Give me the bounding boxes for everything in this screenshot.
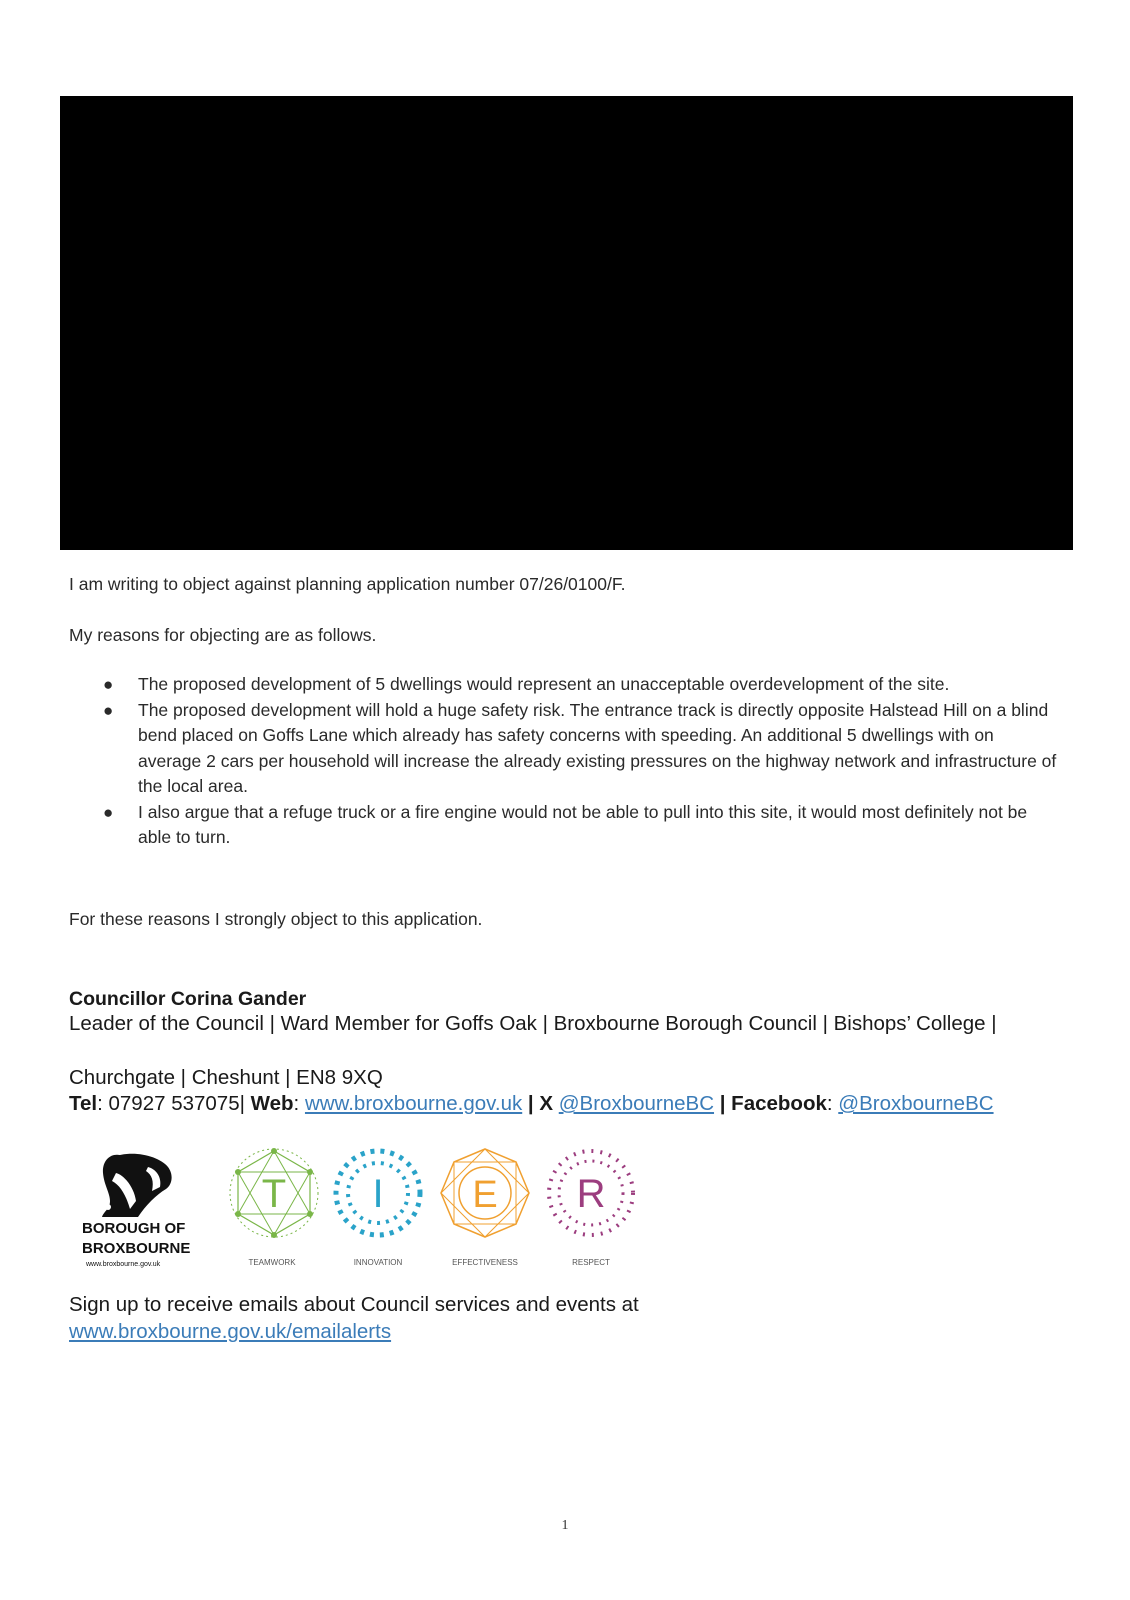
separator: |	[714, 1092, 732, 1115]
innovation-label: INNOVATION	[353, 1258, 403, 1267]
redacted-block	[60, 96, 1073, 550]
letter-intro: I am writing to object against planning application number 07/26/0100/F.	[69, 574, 626, 594]
list-item	[69, 800, 1059, 851]
borough-line1: BOROUGH OF	[82, 1220, 186, 1237]
tel-number: : 07927 537075|	[97, 1092, 245, 1115]
effectiveness-letter: E	[472, 1174, 498, 1216]
web-sep: :	[293, 1092, 300, 1115]
reason-text: I also argue that a refuge truck or a fire engine would not be able to pull into this site, it would most definitely not be able to turn.	[138, 801, 1028, 847]
reason-text: The proposed development will hold a huge safety risk. The entrance track is directly opposite Halstead Hill on a blind bend placed on Goffs Lane which already has safety concerns with speeding. An additional 5 dwellings with on average 2 cars per household will increase the already existing pressures on the highway network and infrastructure of the local area.	[138, 699, 1057, 796]
page-number: 1	[561, 1518, 569, 1533]
tel-label: Tel	[69, 1092, 98, 1115]
letter-closing: For these reasons I strongly object to this application.	[69, 909, 483, 929]
signatory-address: Churchgate | Cheshunt | EN8 9XQ	[69, 1066, 383, 1089]
facebook-handle-link[interactable]: @BroxbourneBC	[838, 1092, 994, 1115]
contact-line	[69, 1091, 1069, 1118]
list-item	[69, 698, 1059, 800]
teamwork-emblem	[230, 1148, 318, 1238]
separator: |	[522, 1092, 540, 1115]
bullet-icon: ●	[103, 675, 114, 694]
x-label: X	[539, 1092, 554, 1115]
reason-text: The proposed development of 5 dwellings would represent an unacceptable overdevelopment of the site.	[138, 674, 950, 694]
facebook-sep: :	[826, 1092, 833, 1115]
reasons-intro: My reasons for objecting are as follows.	[69, 625, 377, 645]
innovation-letter: I	[372, 1172, 384, 1216]
effectiveness-label: EFFECTIVENESS	[452, 1258, 518, 1267]
respect-label: RESPECT	[572, 1258, 610, 1267]
signup-block	[69, 1292, 829, 1345]
bullet-icon: ●	[103, 700, 114, 720]
x-handle-link[interactable]: @BroxbourneBC	[558, 1092, 715, 1115]
signatory-role: Leader of the Council | Ward Member for Goffs Oak | Broxbourne Borough Council | Bishops’ College |	[69, 1012, 997, 1035]
reasons-list	[69, 672, 1059, 851]
council-logo-strip	[76, 1145, 662, 1280]
web-link[interactable]: www.broxbourne.gov.uk	[304, 1092, 523, 1115]
email-alerts-link[interactable]: www.broxbourne.gov.uk/emailalerts	[69, 1319, 392, 1343]
innovation-emblem	[336, 1151, 420, 1235]
bullet-icon: ●	[103, 802, 114, 822]
facebook-label: Facebook	[731, 1092, 827, 1115]
respect-emblem	[549, 1151, 633, 1235]
list-item	[69, 672, 1059, 698]
effectiveness-emblem	[441, 1149, 529, 1237]
teamwork-label: TEAMWORK	[248, 1258, 296, 1267]
signatory-name: Councillor Corina Gander	[69, 988, 307, 1010]
respect-letter: R	[576, 1172, 606, 1216]
web-label: Web	[250, 1092, 294, 1115]
teamwork-letter: T	[261, 1172, 287, 1216]
badger-icon	[102, 1154, 172, 1217]
borough-url: www.broxbourne.gov.uk	[86, 1261, 161, 1268]
borough-line2: BROXBOURNE	[82, 1240, 191, 1257]
signup-text: Sign up to receive emails about Council services and events at	[69, 1293, 639, 1316]
